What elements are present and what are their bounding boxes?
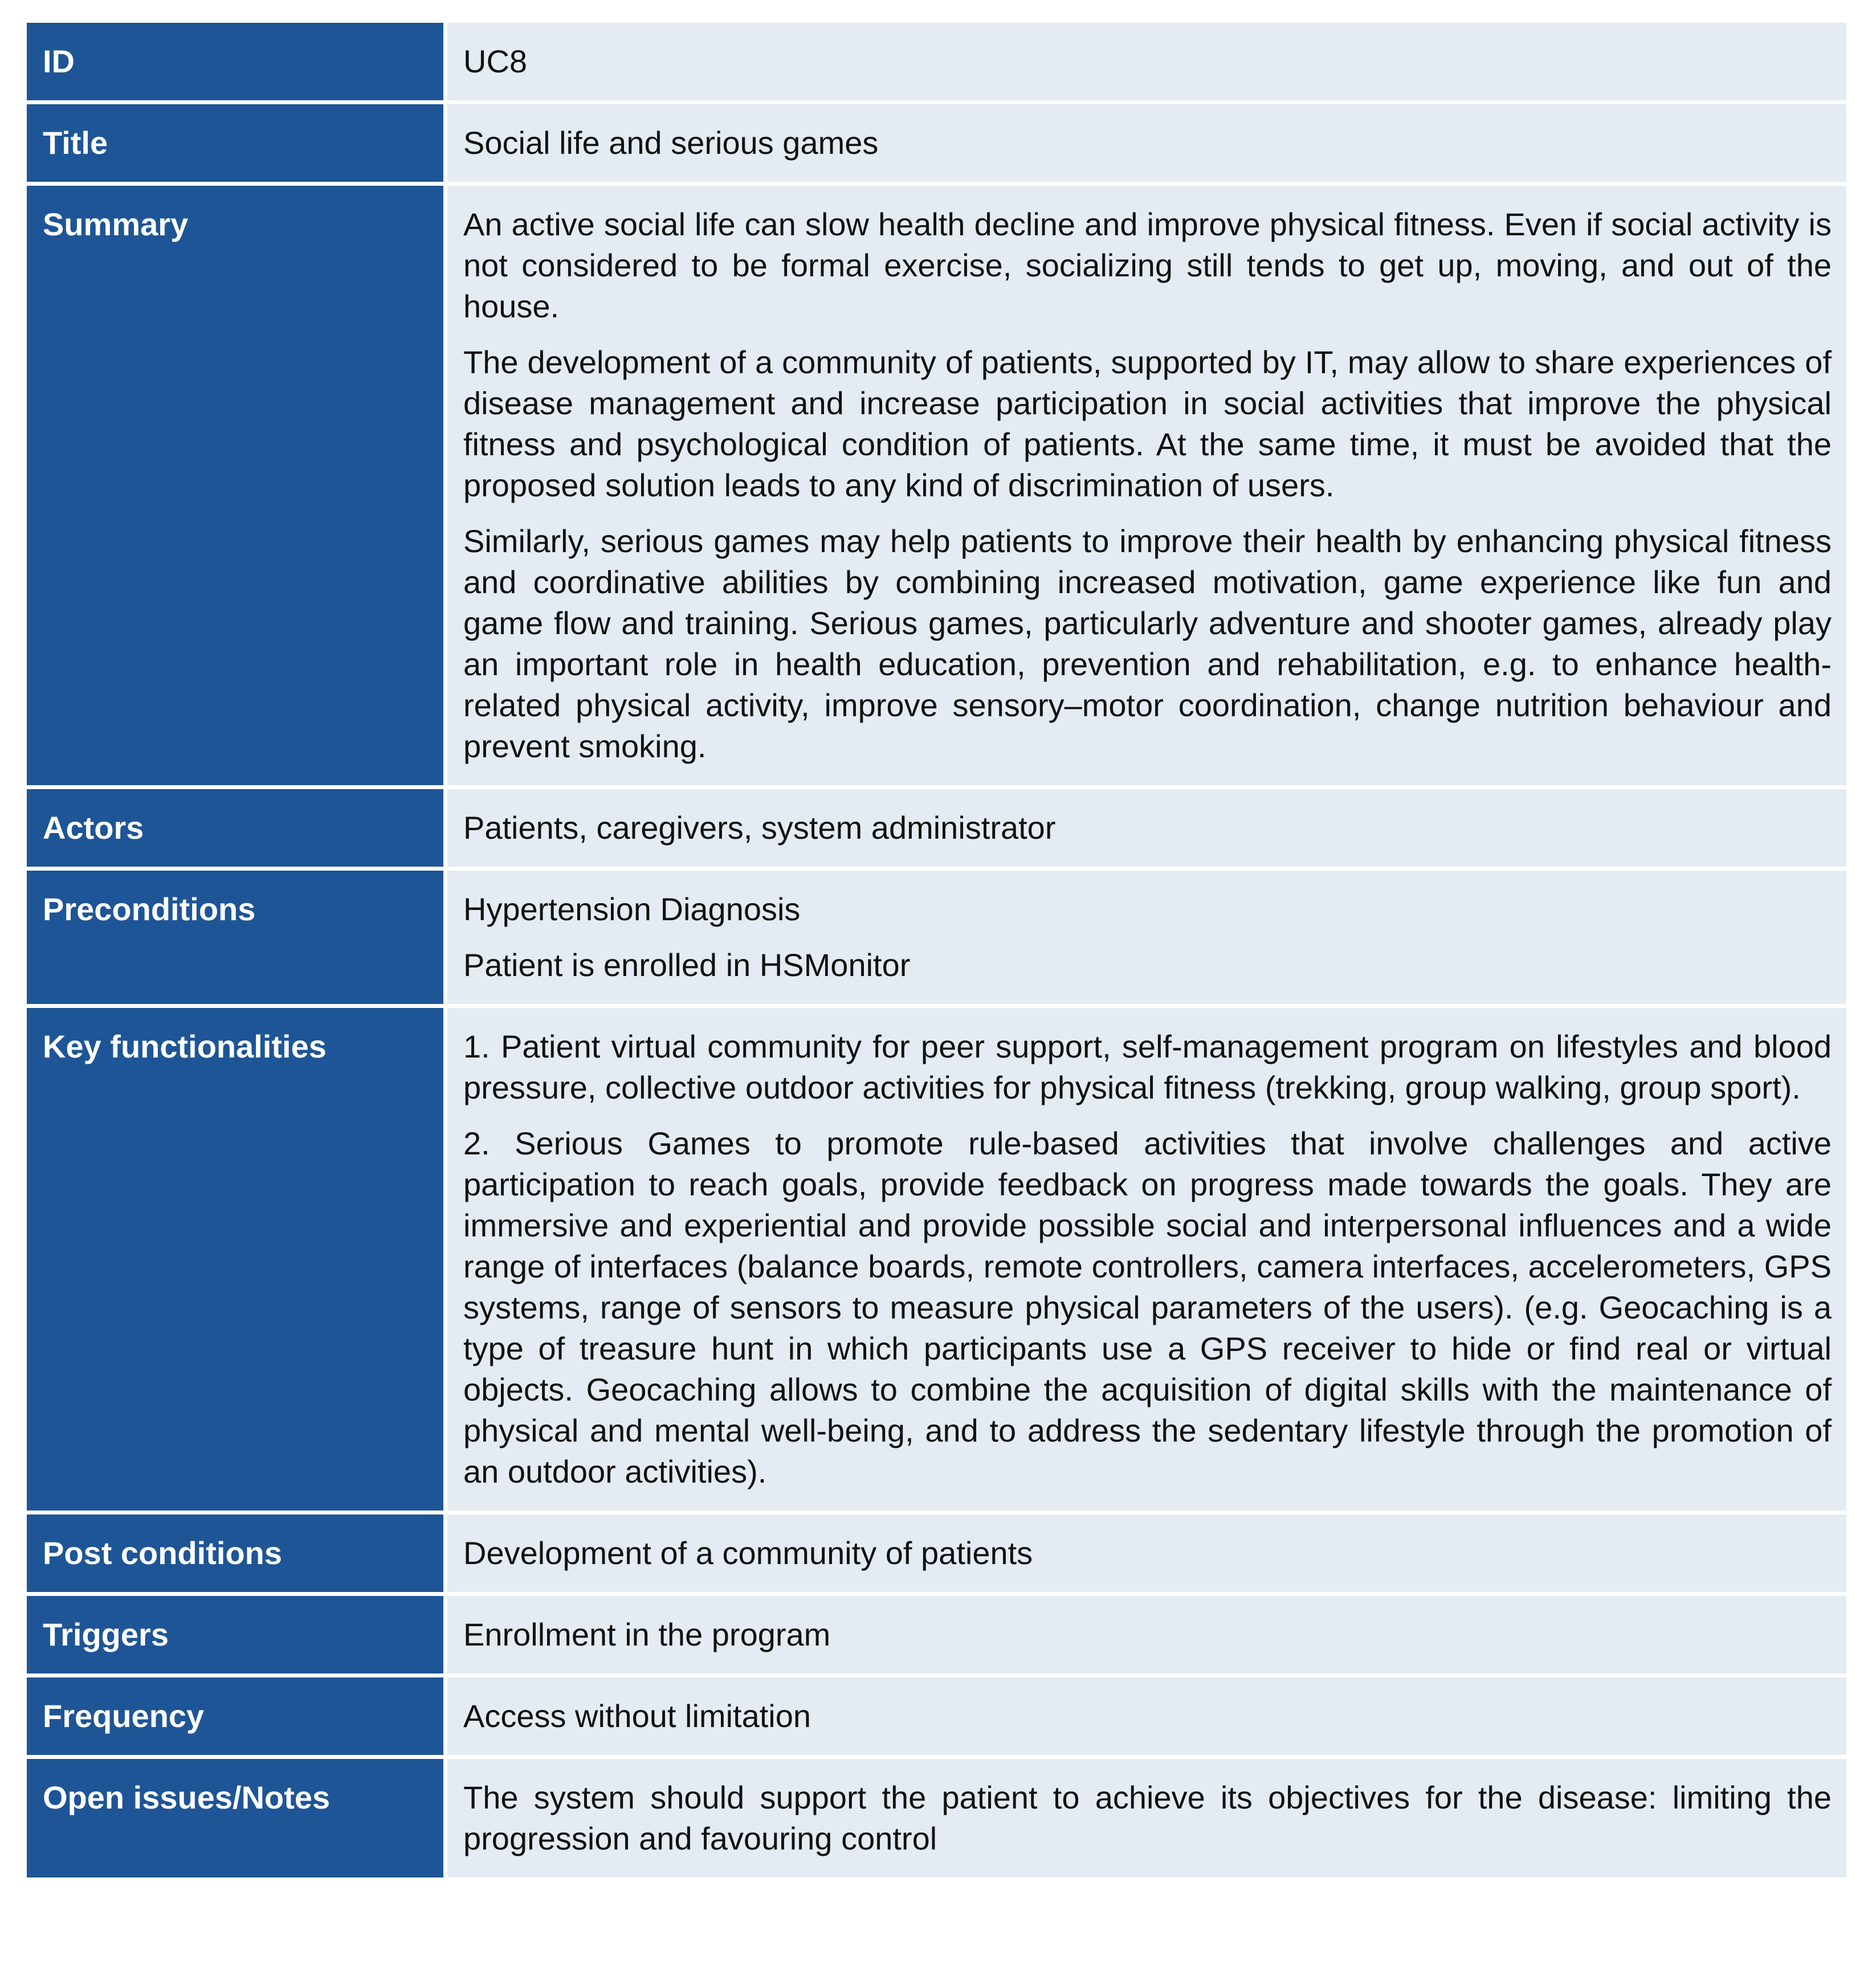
- value-paragraph: Patients, caregivers, system administrator: [463, 810, 1056, 846]
- row-value: [447, 104, 1846, 182]
- value-paragraph: Hypertension Diagnosis: [463, 891, 801, 927]
- row-label: Title: [27, 104, 447, 182]
- row-frequency: [27, 1677, 1846, 1755]
- row-title: [27, 104, 1846, 182]
- row-label: Key functionalities: [27, 1008, 447, 1511]
- row-triggers: [27, 1596, 1846, 1673]
- row-value: [447, 1008, 1846, 1511]
- row-label: Summary: [27, 186, 447, 785]
- row-value: [447, 23, 1846, 100]
- row-key-functionalities: [27, 1008, 1846, 1511]
- value-paragraph: Social life and serious games: [463, 125, 879, 161]
- value-paragraph: UC8: [463, 43, 528, 79]
- row-value: [447, 1596, 1846, 1673]
- use-case-table: [27, 19, 1846, 1881]
- row-label: Open issues/Notes: [27, 1759, 447, 1877]
- row-post-conditions: [27, 1515, 1846, 1592]
- row-id: [27, 23, 1846, 100]
- row-label: Frequency: [27, 1677, 447, 1755]
- row-value: [447, 186, 1846, 785]
- row-actors: [27, 789, 1846, 867]
- value-paragraph: The system should support the patient to achieve its objectives for the disease: limiting the progression and favouring control: [463, 1779, 1832, 1856]
- row-label: ID: [27, 23, 447, 100]
- row-value: [447, 1515, 1846, 1592]
- value-paragraph: Development of a community of patients: [463, 1535, 1033, 1571]
- value-paragraph: 1. Patient virtual community for peer support, self-management program on lifestyles and blood pressure, collective outdoor activities for physical fitness (trekking, group walking, group sport).: [463, 1028, 1832, 1105]
- row-open-issues: [27, 1759, 1846, 1877]
- row-value: [447, 1759, 1846, 1877]
- row-label: Post conditions: [27, 1515, 447, 1592]
- row-value: [447, 789, 1846, 867]
- value-paragraph: Similarly, serious games may help patients to improve their health by enhancing physical fitness and coordinative abilities by combining increased motivation, game experience like fun and game flow and training. Serious games, particularly adventure and shooter games, already play an important role in health education, prevention and rehabilitation, e.g. to enhance health-related physical activity, improve sensory–motor coordination, change nutrition behaviour and prevent smoking.: [463, 523, 1832, 764]
- value-paragraph: Enrollment in the program: [463, 1616, 831, 1652]
- value-paragraph: 2. Serious Games to promote rule-based activities that involve challenges and active participation to reach goals, provide feedback on progress made towards the goals. They are immersive and experiential and provide possible social and interpersonal influences and a wide range of interfaces (balance boards, remote controllers, camera interfaces, accelerometers, GPS systems, range of sensors to measure physical parameters of the users). (e.g. Geocaching is a type of treasure hunt in which participants use a GPS receiver to hide or find real or virtual objects. Geocaching allows to combine the acquisition of digital skills with the maintenance of physical and mental well-being, and to address the sedentary lifestyle through the promotion of an outdoor activities).: [463, 1125, 1832, 1489]
- row-value: [447, 871, 1846, 1004]
- row-label: Preconditions: [27, 871, 447, 1004]
- value-paragraph: Patient is enrolled in HSMonitor: [463, 947, 911, 983]
- row-label: Triggers: [27, 1596, 447, 1673]
- row-label: Actors: [27, 789, 447, 867]
- value-paragraph: An active social life can slow health decline and improve physical fitness. Even if social activity is not considered to be formal exercise, socializing still tends to get up, moving, and out of the house.: [463, 206, 1832, 324]
- value-paragraph: Access without limitation: [463, 1698, 811, 1734]
- row-value: [447, 1677, 1846, 1755]
- value-paragraph: The development of a community of patients, supported by IT, may allow to share experiences of disease management and increase participation in social activities that improve the physical fitness and psychological condition of patients. At the same time, it must be avoided that the proposed solution leads to any kind of discrimination of users.: [463, 344, 1832, 503]
- row-preconditions: [27, 871, 1846, 1004]
- row-summary: [27, 186, 1846, 785]
